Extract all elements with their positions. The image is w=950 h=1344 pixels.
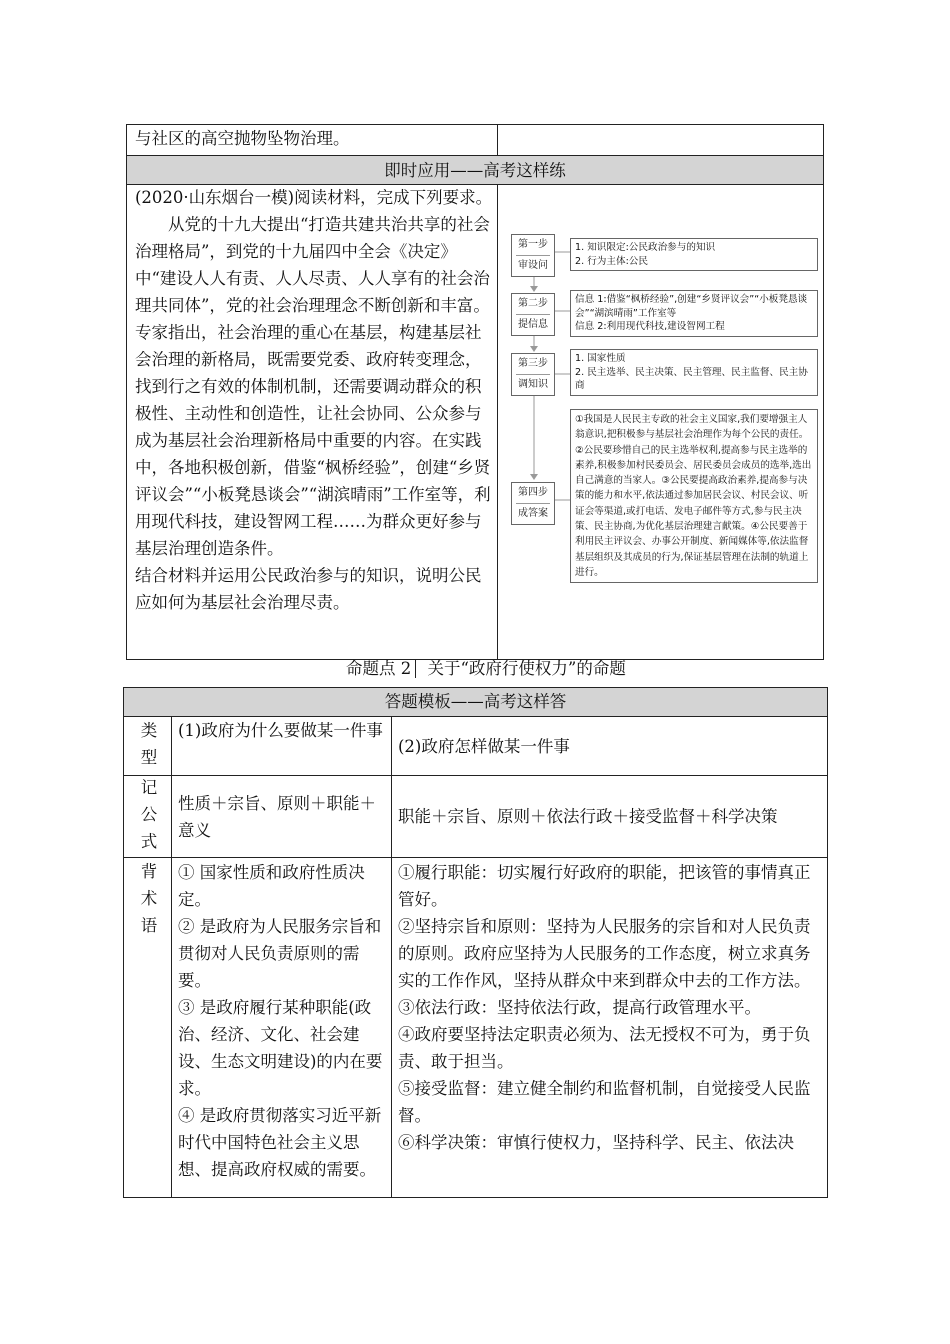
cell-line: ④政府要坚持法定职责必须为、法无授权不可为，勇于负责、敢于担当。	[398, 1025, 811, 1071]
formula-col2	[392, 776, 826, 857]
row-label-terms: 背术语	[140, 862, 158, 935]
step-3-title: 第三步	[518, 358, 548, 369]
info-line: 1. 知识限定:公民政治参与的知识	[575, 242, 716, 253]
cell-line: 职能＋宗旨、原则＋依法行政＋接受监督＋科学决策	[398, 807, 778, 826]
info-line: 信息 2:利用现代科技,建设智网工程	[575, 321, 725, 333]
type-col2	[392, 718, 826, 775]
template-header: 答题模板——高考这样答	[124, 688, 827, 717]
step-2-title: 第二步	[518, 298, 548, 309]
step-3-action: 调知识	[516, 374, 550, 392]
divider	[497, 185, 498, 660]
cell-line: ③ 是政府履行某种职能(政治、经济、文化、社会建设、生态文明建设)的内在要求。	[178, 998, 383, 1098]
cell-line: ⑤接受监督：建立健全制约和监督机制，自觉接受人民监督。	[398, 1079, 811, 1125]
step-3-box	[511, 353, 555, 396]
answer-flowchart	[500, 186, 822, 656]
step-4-info	[570, 409, 818, 583]
divider	[497, 124, 498, 155]
terms-col2	[392, 857, 826, 1158]
step-4-title: 第四步	[518, 487, 548, 498]
cell-line: ②坚持宗旨和原则：坚持为人民服务的宗旨和对人民负责的原则。政府应坚持为人民服务的工作态度，树立求真务实的工作作风，坚持从群众中来到群众中去的工作方法。	[398, 917, 811, 990]
info-line: 2. 行为主体:公民	[575, 255, 648, 267]
cell-line: 性质＋宗旨、原则＋职能＋意义	[178, 793, 376, 840]
practice-header: 即时应用——高考这样练	[127, 155, 823, 185]
question-source: (2020·山东烟台一模)阅读材料，完成下列要求。	[135, 188, 493, 207]
step-2-info	[570, 290, 818, 337]
continuation-text: 与社区的高空抛物坠物治理。	[135, 129, 350, 148]
step-1-title: 第一步	[518, 239, 548, 250]
material-paragraph: 从党的十九大提出“打造共建共治共享的社会治理格局”，到党的十九届四中全会《决定》中“建设人人有责、人人尽责、人人享有的社会治理共同体”，党的社会治理理念不断创新和丰富。专家指出，社会治理的重心在基层，构建基层社会治理的新格局，既需要党委、政府转变理念，找到行之有效的体制机制，还需要调动群众的积极性、主动性和创造性，让社会协同、公众参与成为基层社会治理新格局中重要的内容。在实践中，各地积极创新，借鉴“枫桥经验”，创建“乡贤评议会”“小板凳恳谈会”“湖滨晴雨”工作室等，利用现代科技，建设智网工程……为群众更好参与基层治理创造条件。	[135, 215, 491, 558]
cell-line: (2)政府怎样做某一件事	[398, 737, 570, 756]
step-1-box	[511, 234, 555, 277]
formula-col1	[172, 776, 391, 857]
step-1-info	[570, 238, 818, 271]
cell-line: ① 国家性质和政府性质决定。	[178, 863, 365, 909]
cell-line: ③依法行政：坚持依法行政，提高行政管理水平。	[398, 998, 761, 1017]
cell-line: (1)政府为什么要做某一件事	[178, 721, 383, 740]
info-line: 1. 国家性质	[575, 353, 626, 364]
info-line: 2. 民主选举、民主决策、民主管理、民主监督、民主协商	[575, 366, 808, 392]
section-number: 命题点 2	[346, 659, 416, 678]
step-4-box	[511, 482, 555, 525]
cell-line: ④ 是政府贯彻落实习近平新时代中国特色社会主义思想、提高政府权威的需要。	[178, 1106, 382, 1179]
question-prompt: 结合材料并运用公民政治参与的知识，说明公民应如何为基层社会治理尽责。	[135, 566, 482, 612]
terms-col1	[172, 857, 391, 1185]
section-title	[346, 657, 626, 681]
step-2-box	[511, 293, 555, 336]
cell-line: ①履行职能：切实履行好政府的职能，把该管的事情真正管好。	[398, 863, 811, 909]
row-label-formula: 记公式	[140, 778, 158, 851]
section-name: 关于“政府行使权力”的命题	[427, 659, 626, 678]
row-label-type: 类型	[140, 721, 158, 767]
info-line: 信息 1:借鉴“枫桥经验”,创建“乡贤评议会”“小板凳恳谈会”“湖滨晴雨”工作室等	[575, 294, 808, 319]
step-3-info	[570, 349, 818, 396]
step-4-action: 成答案	[516, 503, 550, 521]
type-col1	[172, 715, 391, 746]
info-line: ①我国是人民民主专政的社会主义国家,我们要增强主人翁意识,把积极参与基层社会治理作为每个公民的责任。②公民要珍惜自己的民主选举权利,提高参与民主选举的素养,积极参加村民委员会、居民委员会成员的选举,选出自己满意的当家人。③公民要提高政治素养,提高参与决策的能力和水平,依法通过参加居民会议、村民会议、听证会等渠道,或打电话、发电子邮件等方式,参与民主决策、民主协商,为优化基层治理建言献策。④公民要善于利用民主评议会、办事公开制度、新闻媒体等,依法监督基层组织及其成员的行为,保证基层管理在法制的轨道上进行。	[575, 414, 812, 578]
practice-material	[135, 184, 493, 616]
cell-line: ⑥科学决策：审慎行使权力，坚持科学、民主、依法决	[398, 1133, 794, 1152]
cell-line: ② 是政府为人民服务宗旨和贯彻对人民负责原则的需要。	[178, 917, 382, 990]
step-2-action: 提信息	[516, 314, 550, 332]
step-1-action: 审设问	[516, 255, 550, 273]
